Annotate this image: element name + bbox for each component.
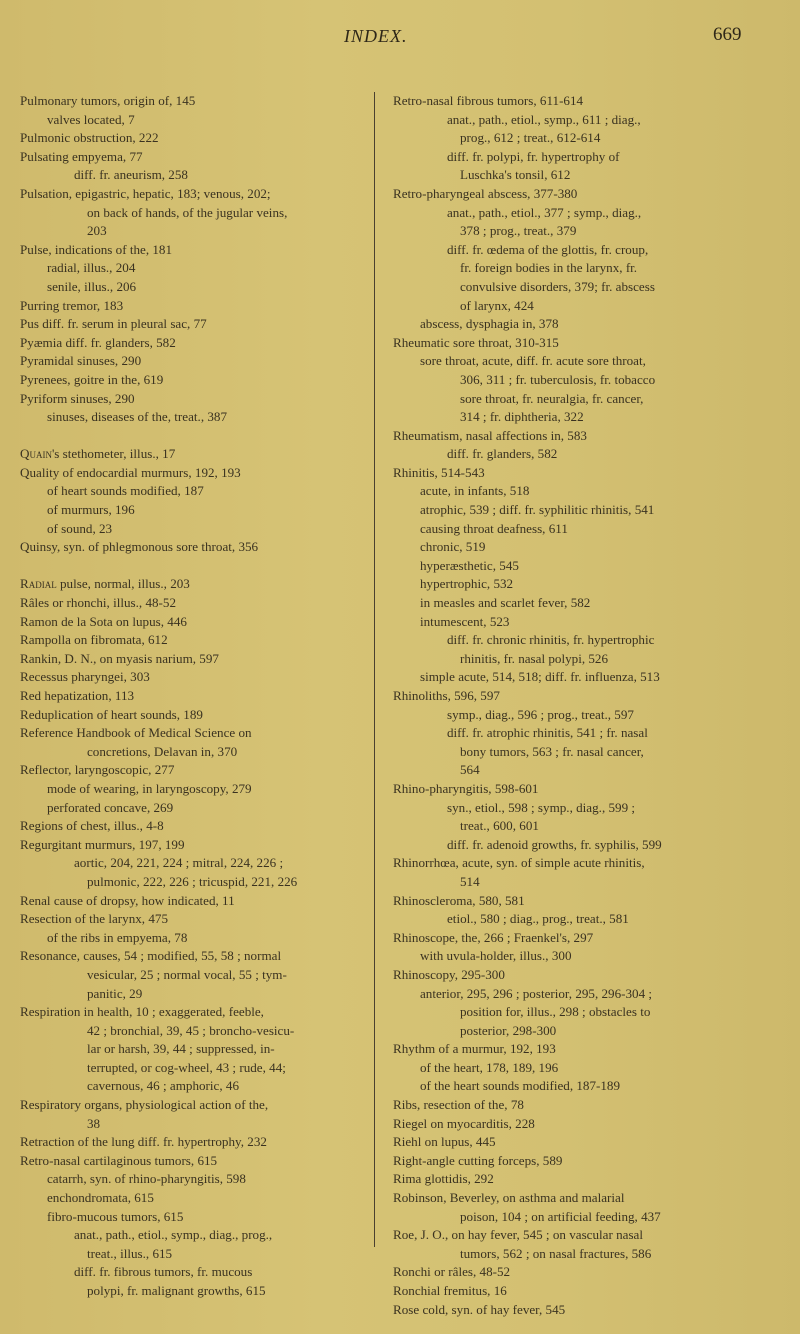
index-entry-main: Recessus pharyngei, 303 <box>20 669 150 685</box>
index-entry-main: Ramon de la Sota on lupus, 446 <box>20 613 187 629</box>
index-entry-continuation: posterior, 298-300 <box>460 1022 557 1038</box>
index-entry-main: Rhino-pharyngitis, 598-601 <box>393 780 539 796</box>
index-entry-main: Retro-nasal fibrous tumors, 611-614 <box>393 93 584 108</box>
index-subentry: enchondromata, 615 <box>47 1190 154 1206</box>
index-entry-main: Regions of chest, illus., 4-8 <box>20 818 164 834</box>
index-subentry: abscess, dysphagia in, 378 <box>420 316 559 332</box>
index-entry-main: Pyriform sinuses, 290 <box>20 390 135 406</box>
index-entry-main: Retro-pharyngeal abscess, 377-380 <box>393 185 578 201</box>
index-subentry: diff. fr. aneurism, 258 <box>74 167 188 183</box>
index-entry-continuation: lar or harsh, 39, 44 ; suppressed, in- <box>87 1041 275 1057</box>
index-entry-main: Pyæmia diff. fr. glanders, 582 <box>20 334 176 350</box>
index-subentry: in measles and scarlet fever, 582 <box>420 595 591 611</box>
index-entry-main: Robinson, Beverley, on asthma and malarial <box>393 1190 625 1206</box>
page-number: 669 <box>713 24 742 45</box>
index-subentry: diff. fr. fibrous tumors, fr. mucous <box>74 1264 253 1280</box>
index-entry-main: Respiratory organs, physiological action of the, <box>20 1097 269 1113</box>
index-entry-continuation: vesicular, 25 ; normal vocal, 55 ; tym- <box>87 966 287 982</box>
index-subentry: valves located, 7 <box>47 111 135 127</box>
index-entry-main: Pulmonary tumors, origin of, 145 <box>20 93 196 108</box>
index-entry-main: Ronchi or râles, 48-52 <box>393 1264 511 1280</box>
index-entry-main: Pulsating empyema, 77 <box>20 148 143 164</box>
index-entry-main: Pyramidal sinuses, 290 <box>20 353 142 369</box>
index-subentry: perforated concave, 269 <box>47 799 174 815</box>
index-entry-continuation: bony tumors, 563 ; fr. nasal cancer, <box>460 743 644 759</box>
index-entry-main: Pulse, indications of the, 181 <box>20 241 173 257</box>
index-entry-main: Reflector, laryngoscopic, 277 <box>20 762 175 778</box>
index-subentry: diff. fr. œdema of the glottis, fr. croup, <box>447 241 649 257</box>
index-entry-main: Pulmonic obstruction, 222 <box>20 130 159 146</box>
index-entry-main: Rampolla on fibromata, 612 <box>20 632 168 648</box>
index-subentry: chronic, 519 <box>420 539 486 555</box>
index-entry-main: Rankin, D. N., on myasis narium, 597 <box>20 650 219 666</box>
index-subentry: syn., etiol., 598 ; symp., diag., 599 ; <box>447 799 636 815</box>
index-entry-continuation: treat., illus., 615 <box>87 1245 173 1261</box>
index-entry-main: Reduplication of heart sounds, 189 <box>20 706 203 722</box>
index-entry-continuation: 514 <box>460 873 480 889</box>
index-entry-main: Regurgitant murmurs, 197, 199 <box>20 836 185 852</box>
index-entry-continuation: terrupted, or cog-wheel, 43 ; rude, 44; <box>87 1059 286 1075</box>
index-subentry: mode of wearing, in laryngoscopy, 279 <box>47 780 252 796</box>
index-entry-main: Riehl on lupus, 445 <box>393 1134 496 1150</box>
index-subentry: sinuses, diseases of the, treat., 387 <box>47 409 228 425</box>
index-subentry: atrophic, 539 ; diff. fr. syphilitic rhinitis, 541 <box>420 502 655 518</box>
index-entry-continuation: 378 ; prog., treat., 379 <box>460 223 577 239</box>
index-entry-continuation: sore throat, fr. neuralgia, fr. cancer, <box>460 390 644 406</box>
index-entry-continuation: 564 <box>460 762 480 778</box>
index-entry-main: Pus diff. fr. serum in pleural sac, 77 <box>20 316 207 332</box>
index-subentry: intumescent, 523 <box>420 613 510 629</box>
index-entry-main: Rose cold, syn. of hay fever, 545 <box>393 1301 566 1317</box>
index-entry-main: Right-angle cutting forceps, 589 <box>393 1152 563 1168</box>
index-entry-continuation: poison, 104 ; on artificial feeding, 437 <box>460 1208 661 1224</box>
index-entry-continuation: pulmonic, 222, 226 ; tricuspid, 221, 226 <box>87 873 298 889</box>
index-entry-main: Rhinitis, 514-543 <box>393 464 485 480</box>
index-subentry: hyperæsthetic, 545 <box>420 557 519 573</box>
index-subentry: diff. fr. polypi, fr. hypertrophy of <box>447 148 620 164</box>
index-entry-continuation: on back of hands, of the jugular veins, <box>87 204 288 220</box>
index-subentry: anat., path., etiol., 377 ; symp., diag., <box>447 204 642 220</box>
index-entry-main: Retro-nasal cartilaginous tumors, 615 <box>20 1152 218 1168</box>
index-entry-main: Retraction of the lung diff. fr. hypertrophy, 232 <box>20 1134 267 1150</box>
index-entry-continuation: 306, 311 ; fr. tuberculosis, fr. tobacco <box>460 371 656 387</box>
index-entry-continuation: panitic, 29 <box>87 985 143 1001</box>
index-entry-main: Rima glottidis, 292 <box>393 1171 494 1187</box>
index-subentry: etiol., 580 ; diag., prog., treat., 581 <box>447 911 629 927</box>
index-entry-main: Resection of the larynx, 475 <box>20 911 168 927</box>
index-entry-main: Respiration in health, 10 ; exaggerated, feeble, <box>20 1004 264 1020</box>
index-entry-main: Rhythm of a murmur, 192, 193 <box>393 1041 556 1057</box>
index-subentry: diff. fr. adenoid growths, fr. syphilis, 599 <box>447 836 662 852</box>
index-entry-main: Râles or rhonchi, illus., 48-52 <box>20 595 177 611</box>
index-entry-main: Pyrenees, goitre in the, 619 <box>20 371 164 387</box>
index-entry-continuation: treat., 600, 601 <box>460 818 539 834</box>
index-subentry: causing throat deafness, 611 <box>420 520 568 536</box>
index-entry-continuation: position for, illus., 298 ; obstacles to <box>460 1004 651 1020</box>
index-entry-main: Quain's stethometer, illus., 17 <box>20 446 176 462</box>
index-subentry: radial, illus., 204 <box>47 260 136 276</box>
index-entry-main: Riegel on myocarditis, 228 <box>393 1115 535 1131</box>
index-entry-main: Ronchial fremitus, 16 <box>393 1283 507 1298</box>
small-caps-lead: Radial <box>20 576 57 592</box>
index-entry-continuation: prog., 612 ; treat., 612-614 <box>460 130 601 146</box>
index-entry-main: Rhinoscopy, 295-300 <box>393 966 505 982</box>
index-entry-main: Pulsation, epigastric, hepatic, 183; venous, 202; <box>20 185 271 201</box>
index-entry-main: Radial pulse, normal, illus., 203 <box>20 576 190 592</box>
index-subentry: anat., path., etiol., symp., 611 ; diag., <box>447 111 641 127</box>
index-subentry: of heart sounds modified, 187 <box>47 483 204 499</box>
index-entry-main: Resonance, causes, 54 ; modified, 55, 58 ; normal <box>20 948 282 964</box>
index-entry-main: Reference Handbook of Medical Science on <box>20 725 252 741</box>
index-entry-main: Red hepatization, 113 <box>20 688 135 703</box>
index-entry-main: Rhinoscope, the, 266 ; Fraenkel's, 297 <box>393 929 594 945</box>
index-entry-main: Rheumatism, nasal affections in, 583 <box>393 427 587 443</box>
index-subentry: of sound, 23 <box>47 520 113 536</box>
section-gap <box>20 427 360 446</box>
section-gap <box>20 557 360 576</box>
index-entry-continuation: 314 ; fr. diphtheria, 322 <box>460 409 584 425</box>
small-caps-lead: Quain <box>20 446 52 462</box>
index-subentry: with uvula-holder, illus., 300 <box>420 948 572 964</box>
index-column-right <box>393 92 735 1319</box>
index-subentry: catarrh, syn. of rhino-pharyngitis, 598 <box>47 1171 246 1187</box>
running-title: INDEX. <box>344 26 408 46</box>
index-subentry: of the heart, 178, 189, 196 <box>420 1059 559 1075</box>
index-subentry: senile, illus., 206 <box>47 278 137 294</box>
index-column-left <box>20 92 360 1301</box>
index-entry-main: Ribs, resection of the, 78 <box>393 1097 524 1113</box>
index-subentry: simple acute, 514, 518; diff. fr. influenza, 513 <box>420 669 660 685</box>
index-subentry: anat., path., etiol., symp., diag., prog., <box>74 1227 273 1243</box>
index-entry-continuation: concretions, Delavan in, 370 <box>87 743 238 759</box>
index-entry-continuation: 42 ; bronchial, 39, 45 ; broncho-vesicu- <box>87 1022 295 1038</box>
index-entry-continuation: cavernous, 46 ; amphoric, 46 <box>87 1078 239 1094</box>
index-subentry: aortic, 204, 221, 224 ; mitral, 224, 226 ; <box>74 855 284 871</box>
index-entry-continuation: convulsive disorders, 379; fr. abscess <box>460 278 655 294</box>
index-entry-continuation: polypi, fr. malignant growths, 615 <box>87 1283 266 1298</box>
index-entry-main: Renal cause of dropsy, how indicated, 11 <box>20 892 235 908</box>
index-subentry: diff. fr. atrophic rhinitis, 541 ; fr. nasal <box>447 725 648 741</box>
index-entry-main: Quality of endocardial murmurs, 192, 193 <box>20 464 241 480</box>
index-entry-main: Quinsy, syn. of phlegmonous sore throat, 356 <box>20 539 259 555</box>
index-entry-continuation: Luschka's tonsil, 612 <box>460 167 571 183</box>
index-entry-continuation: fr. foreign bodies in the larynx, fr. <box>460 260 638 276</box>
index-entry-main: Rhinoliths, 596, 597 <box>393 688 500 703</box>
index-entry-continuation: tumors, 562 ; on nasal fractures, 586 <box>460 1245 652 1261</box>
index-entry-main: Roe, J. O., on hay fever, 545 ; on vascular nasal <box>393 1227 644 1243</box>
running-header <box>0 24 800 54</box>
index-entry-continuation: 203 <box>87 223 107 239</box>
index-subentry: acute, in infants, 518 <box>420 483 530 499</box>
index-subentry: fibro-mucous tumors, 615 <box>47 1208 184 1224</box>
index-entry-main: Rhinoscleroma, 580, 581 <box>393 892 525 908</box>
index-entry-main: Rheumatic sore throat, 310-315 <box>393 334 559 350</box>
column-divider <box>374 92 375 1247</box>
index-subentry: diff. fr. glanders, 582 <box>447 446 558 462</box>
index-subentry: hypertrophic, 532 <box>420 576 514 592</box>
index-subentry: of murmurs, 196 <box>47 502 135 518</box>
index-entry-continuation: 38 <box>87 1115 101 1131</box>
index-subentry: of the ribs in empyema, 78 <box>47 929 188 945</box>
index-entry-continuation: of larynx, 424 <box>460 297 534 313</box>
index-subentry: symp., diag., 596 ; prog., treat., 597 <box>447 706 634 722</box>
index-subentry: anterior, 295, 296 ; posterior, 295, 296-304 ; <box>420 985 653 1001</box>
index-entry-main: Purring tremor, 183 <box>20 297 124 313</box>
index-subentry: of the heart sounds modified, 187-189 <box>420 1078 621 1094</box>
index-subentry: sore throat, acute, diff. fr. acute sore throat, <box>420 353 646 369</box>
index-subentry: diff. fr. chronic rhinitis, fr. hypertrophic <box>447 632 655 648</box>
index-entry-main: Rhinorrhœa, acute, syn. of simple acute rhinitis, <box>393 855 645 871</box>
index-entry-continuation: rhinitis, fr. nasal polypi, 526 <box>460 650 609 666</box>
